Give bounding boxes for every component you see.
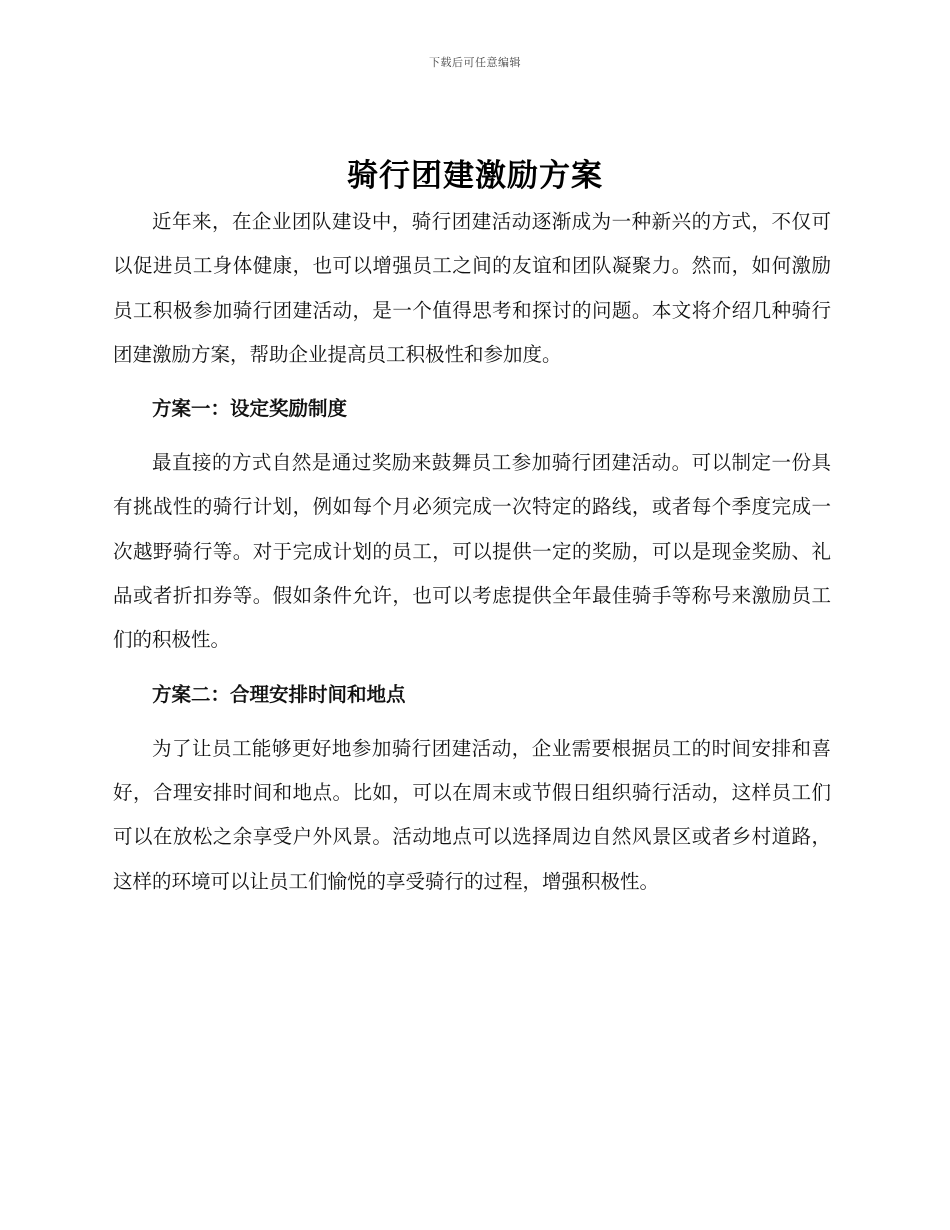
section-heading: 方案二：合理安排时间和地点 — [152, 682, 406, 706]
section-paragraph: 为了让员工能够更好地参加骑行团建活动，企业需要根据员工的时间安排和喜好，合理安排时间和地点。比如，可以在周末或节假日组织骑行活动，这样员工们可以在放松之余享受户外风景。活动地点可以选择周边自然风景区或者乡村道路，这样的环境可以让员工们愉悦的享受骑行的过程，增强积极性。 — [113, 736, 831, 893]
section-heading: 方案一：设定奖励制度 — [152, 397, 348, 421]
page-header-note: 下载后可任意编辑 — [429, 56, 521, 69]
intro-paragraph: 近年来，在企业团队建设中，骑行团建活动逐渐成为一种新兴的方式，不仅可以促进员工身体健康，也可以增强员工之间的友谊和团队凝聚力。然而，如何激励员工积极参加骑行团建活动，是一个值得思考和探讨的问题。本文将介绍几种骑行团建激励方案，帮助企业提高员工积极性和参加度。 — [113, 210, 831, 366]
section-paragraph: 最直接的方式自然是通过奖励来鼓舞员工参加骑行团建活动。可以制定一份具有挑战性的骑行计划，例如每个月必须完成一次特定的路线，或者每个季度完成一次越野骑行等。对于完成计划的员工，可以提供一定的奖励，可以是现金奖励、礼品或者折扣券等。假如条件允许，也可以考虑提供全年最佳骑手等称号来激励员工们的积极性。 — [113, 451, 831, 652]
document-body — [113, 200, 831, 904]
document-title: 骑行团建激励方案 — [347, 158, 603, 194]
